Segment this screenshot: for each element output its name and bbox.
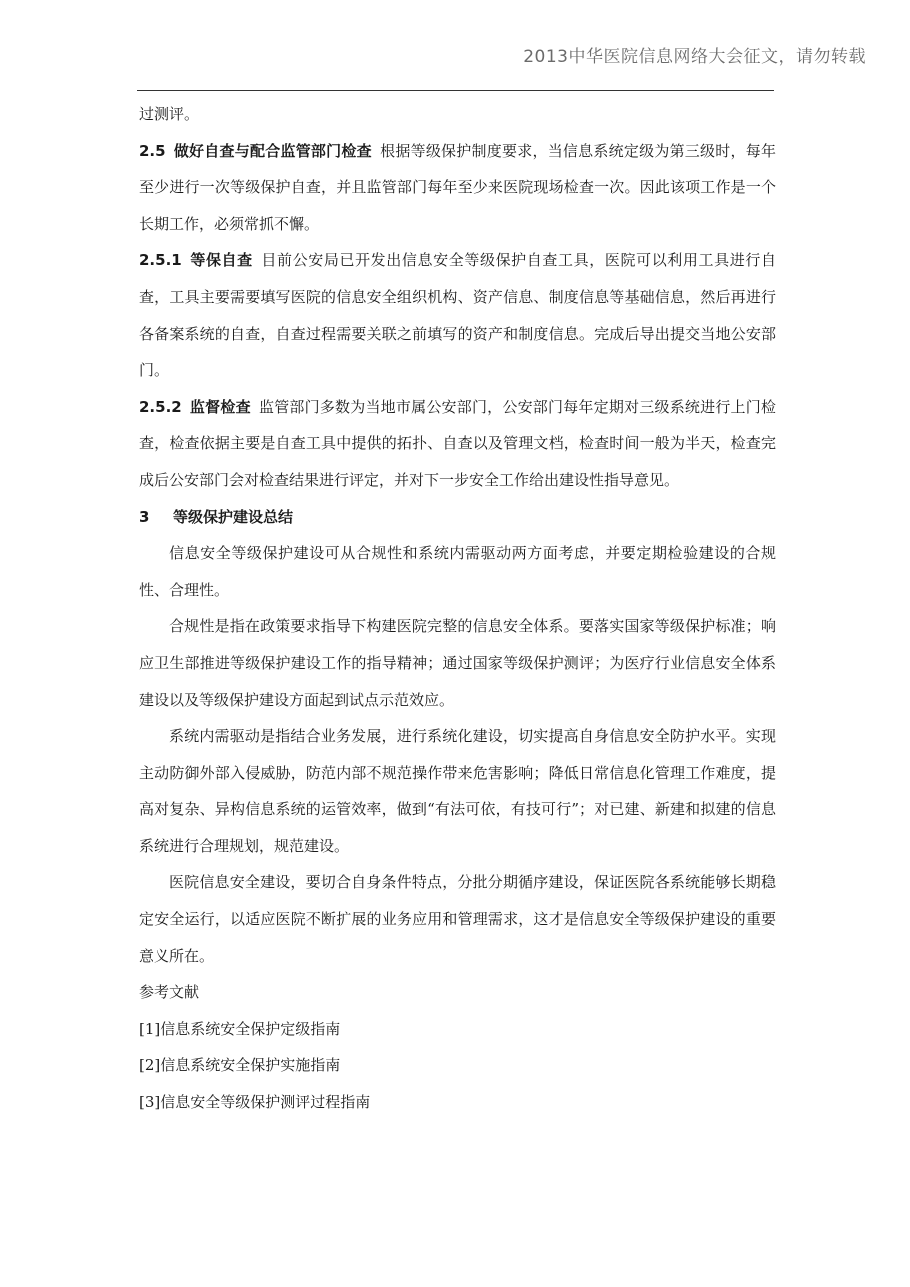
compliance-paragraph: 合规性是指在政策要求指导下构建医院完整的信息安全体系。要落实国家等级保护标准；响应卫生部推进等级保护建设工作的指导精神；通过国家等级保护测评；为医疗行业信息安全体系建设以及等级保护建设方面起到试点示范效应。 xyxy=(139,617,776,709)
section-text: 目前公安局已开发出信息安全等级保护自查工具，医院可以利用工具进行自查，工具主要需要填写医院的信息安全组织机构、资产信息、制度信息等基础信息，然后再进行各备案系统的自查，自查过程需要关联之前填写的资产和制度信息。完成后导出提交当地公安部门。 xyxy=(139,251,776,380)
section-text: 监管部门多数为当地市属公安部门，公安部门每年定期对三级系统进行上门检查，检查依据主要是自查工具中提供的拓扑、自查以及管理文档，检查时间一般为半天，检查完成后公安部门会对检查结果进行评定，并对下一步安全工作给出建设性指导意见。 xyxy=(139,397,776,489)
section-number: 3 xyxy=(139,507,150,526)
internal-demand-paragraph: 系统内需驱动是指结合业务发展，进行系统化建设，切实提高自身信息安全防护水平。实现主动防御外部入侵威胁，防范内部不规范操作带来危害影响；降低日常信息化管理工作难度，提高对复杂、异构信息系统的运管效率，做到“有法可依，有技可行”；对已建、新建和拟建的信息系统进行合理规划，规范建设。 xyxy=(139,727,776,855)
section-title: 等保自查 xyxy=(189,251,253,270)
section-title: 做好自查与配合监管部门检查 xyxy=(173,141,372,160)
section-2-5-2 xyxy=(139,389,776,499)
reference-item: [1]信息系统安全保护定级指南 xyxy=(139,1019,341,1038)
reference-item: [3]信息安全等级保护测评过程指南 xyxy=(139,1093,371,1112)
running-header: 2013中华医院信息网络大会征文，请勿转载 xyxy=(523,47,866,67)
section-text: 根据等级保护制度要求，当信息系统定级为第三级时，每年至少进行一次等级保护自查，并且监管部门每年至少来医院现场检查一次。因此该项工作是一个长期工作，必须常抓不懈。 xyxy=(139,141,776,233)
header-divider xyxy=(137,90,774,91)
section-2-5 xyxy=(139,133,776,243)
section-title: 监督检查 xyxy=(189,397,251,416)
conclusion-paragraph: 医院信息安全建设，要切合自身条件特点，分批分期循序建设，保证医院各系统能够长期稳定安全运行，以适应医院不断扩展的业务应用和管理需求，这才是信息安全等级保护建设的重要意义所在。 xyxy=(139,873,776,965)
section-number: 2.5.1 xyxy=(139,251,182,270)
section-number: 2.5 xyxy=(139,141,166,160)
document-body xyxy=(139,96,776,1121)
reference-item: [2]信息系统安全保护实施指南 xyxy=(139,1056,341,1075)
references-title: 参考文献 xyxy=(139,983,200,1002)
summary-paragraph: 信息安全等级保护建设可从合规性和系统内需驱动两方面考虑，并要定期检验建设的合规性、合理性。 xyxy=(139,544,776,599)
section-3-heading xyxy=(139,499,776,536)
section-title: 等级保护建设总结 xyxy=(173,507,294,526)
section-2-5-1 xyxy=(139,242,776,388)
section-number: 2.5.2 xyxy=(139,397,182,416)
continued-paragraph: 过测评。 xyxy=(139,105,200,123)
